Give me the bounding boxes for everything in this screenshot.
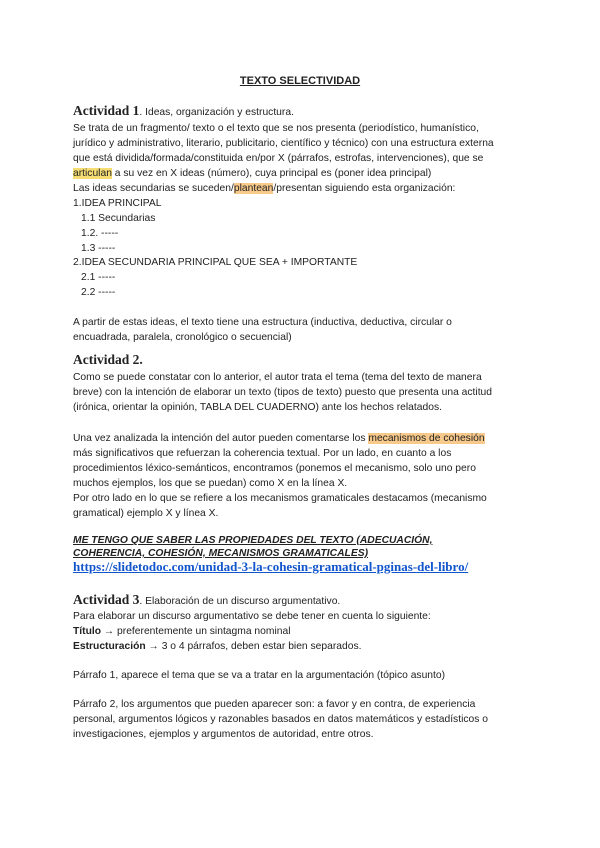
outline-subitem: 1.3 ----- <box>81 243 116 254</box>
paragraph-line: Párrafo 2, los argumentos que pueden aparecer son: a favor y en contra, de experiencia <box>73 699 476 710</box>
activity-2-heading: Actividad 2. <box>73 352 143 367</box>
paragraph-line: jurídico y administrativo, literario, publicitario, científico y técnico) con una estructura externa <box>73 138 494 149</box>
paragraph-line: Las ideas secundarias se suceden/plantean/presentan siguiendo esta organización: <box>73 183 456 194</box>
note-line: COHERENCIA, COHESIÓN, MECANISMOS GRAMATICALES) <box>73 548 368 559</box>
paragraph-line: más significativos que refuerzan la coherencia textual. Por un lado, en cuanto a los <box>73 448 452 459</box>
activity-3-heading: Actividad 3. Elaboración de un discurso argumentativo. <box>73 592 341 607</box>
outline-subitem: 2.1 ----- <box>81 272 116 283</box>
page-title: TEXTO SELECTIVIDAD <box>239 75 361 87</box>
paragraph-line: personal, argumentos lógicos y razonables basados en datos matemáticos y estadísticos o <box>73 714 488 725</box>
outline-subitem: 2.2 ----- <box>81 287 116 298</box>
paragraph-line: Por otro lado en lo que se refiere a los mecanismos gramaticales destacamos (mecanismo <box>73 493 487 504</box>
paragraph-line: breve) con la intención de elaborar un texto (tipos de texto) puesto que presenta una actitud <box>73 387 493 398</box>
titulo-line: Título → preferentemente un sintagma nominal <box>73 626 291 637</box>
paragraph-line: gramatical) ejemplo X y línea X. <box>73 508 219 519</box>
paragraph-line: articulan a su vez en X ideas (número), cuya principal es (poner idea principal) <box>73 168 432 179</box>
activity-1-heading: Actividad 1. Ideas, organización y estructura. <box>73 103 294 118</box>
estructuracion-line: Estructuración → 3 o 4 párrafos, deben estar bien separados. <box>73 641 362 652</box>
outline-subitem: 1.2. ----- <box>81 228 119 239</box>
paragraph-line: Párrafo 1, aparece el tema que se va a tratar en la argumentación (tópico asunto) <box>73 670 446 681</box>
paragraph-line: investigaciones, ejemplos y argumentos de autoridad, entre otros. <box>73 729 374 740</box>
paragraph-line: muchos ejemplos, los que se puedan) como X en la línea X. <box>73 478 348 489</box>
highlighted-word: articulan <box>73 168 112 179</box>
paragraph-line: A partir de estas ideas, el texto tiene una estructura (inductiva, deductiva, circular o <box>73 317 452 328</box>
paragraph-line: procedimientos léxico-semánticos, encontramos (ponemos el mecanismo, solo uno pero <box>73 463 476 474</box>
highlighted-phrase: mecanismos de cohesión <box>368 433 485 444</box>
outline-subitem: 1.1 Secundarias <box>81 213 156 224</box>
paragraph-line: Se trata de un fragmento/ texto o el texto que se nos presenta (periodístico, humanístico, <box>73 123 479 134</box>
paragraph-line: encuadrada, paralela, cronológico o secuencial) <box>73 332 292 343</box>
paragraph-line: Para elaborar un discurso argumentativo se debe tener en cuenta lo siguiente: <box>73 611 431 622</box>
outline-item: 2.IDEA SECUNDARIA PRINCIPAL QUE SEA + IMPORTANTE <box>73 257 358 268</box>
paragraph-line: que está dividida/formada/constituida en/por X (párrafos, estrofas, intervenciones), que se <box>73 153 484 164</box>
paragraph-line: Una vez analizada la intención del autor pueden comentarse los mecanismos de cohesión <box>73 433 485 444</box>
note-line: ME TENGO QUE SABER LAS PROPIEDADES DEL TEXTO (ADECUACIÓN, <box>73 535 433 546</box>
paragraph-line: (irónica, orientar la opinión, TABLA DEL CUADERNO) ante los hechos relatados. <box>73 402 442 413</box>
paragraph-line: Como se puede constatar con lo anterior, el autor trata el tema (tema del texto de manera <box>73 372 482 383</box>
outline-item: 1.IDEA PRINCIPAL <box>73 198 162 209</box>
highlighted-word: plantean <box>233 183 274 194</box>
reference-link[interactable]: https://slidetodoc.com/unidad-3-la-cohesin-gramatical-pginas-del-libro/ <box>73 559 469 574</box>
